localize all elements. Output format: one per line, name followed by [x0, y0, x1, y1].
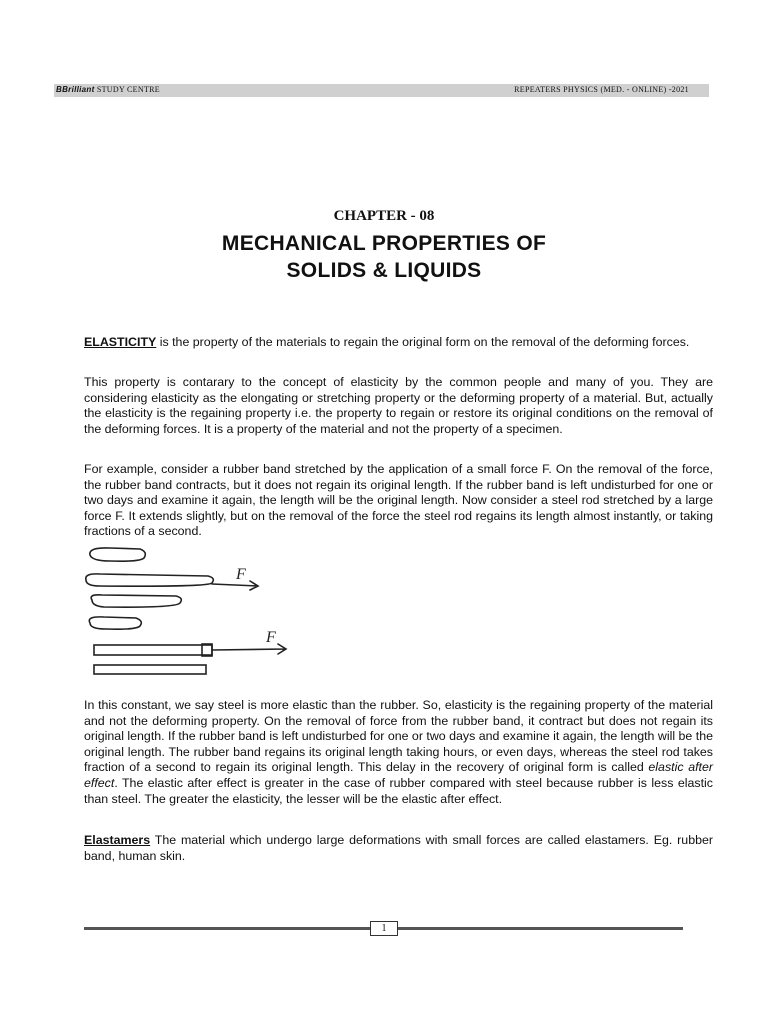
paragraph-example: For example, consider a rubber band stretched by the application of a small force F. On the removal of the force, the rubber band contracts, but it does not regain its original length. If the rubber band is left undisturbed for one or two days and examine it again, the length will be the original length. Now consider a steel rod stretched by a large force F. It extends slightly, but on the removal of the force the steel rod regains its length almost instantly, or taking fractions of a second. [84, 462, 713, 539]
header-bar [54, 84, 709, 97]
page-number: 1 [370, 921, 398, 936]
chapter-title-line-1: MECHANICAL PROPERTIES OF [221, 232, 547, 255]
footer-rule-right [398, 927, 683, 930]
chapter-title [0, 230, 768, 284]
chapter-title-line-2: SOLIDS & LIQUIDS [286, 259, 482, 282]
force-arrow-1 [212, 581, 258, 590]
rubber-band-recovered [89, 617, 141, 629]
centre-name: STUDY CENTRE [96, 85, 160, 94]
paragraph-elastamers [84, 833, 713, 864]
footer-rule-left [84, 927, 370, 930]
course-name: REPEATERS PHYSICS (MED. - ONLINE) -2021 [514, 85, 689, 94]
term-elasticity: ELASTICITY [84, 335, 157, 349]
steel-rod-stretched [94, 645, 212, 655]
paragraph-text: is the property of the materials to regain the original form on the removal of the deforming forces. [156, 335, 690, 349]
force-label-1: F [236, 566, 246, 583]
header-brand-block [56, 85, 160, 94]
paragraph-text-a: In this constant, we say steel is more elastic than the rubber. So, elasticity is the regaining property of the material and not the deforming property. On the removal of force from the rubber band, it contract but does not regain its original length. If the rubber band is left undisturbed for one or two days and examine it again, the length will be the original length. The rubber band regains its original length taking hours, or even days, whereas the steel rod takes fraction of a second to regain its original length. This delay in the recovery of original form is called [84, 698, 713, 775]
rubber-band-relaxed [91, 595, 181, 607]
term-elastic-after-effect: elastic after effect [84, 760, 713, 790]
rubber-band-unstretched [90, 548, 146, 561]
force-label-2: F [266, 629, 276, 646]
paragraph-text-b: . The elastic after effect is greater in the case of rubber compared with steel because rubber is less elastic than steel. The greater the elasticity, the lesser will be the elastic after effect. [84, 775, 713, 806]
term-elastamers: Elastamers [84, 833, 151, 847]
paragraph-concept: This property is contarary to the concept of elasticity by the common people and many of you. They are considering elasticity as the elongating or stretching property or the deforming property of a material. But, actually the elasticity is the regaining property i.e. the property to regain or restore its original conditions on the removal of the deforming forces. It is a property of the material and not the property of a specimen. [84, 375, 713, 436]
brand-name: BBrilliant [56, 85, 95, 94]
steel-rod-relaxed [94, 665, 206, 674]
paragraph-elastic-after-effect [84, 698, 713, 807]
chapter-number: CHAPTER - 08 [333, 208, 435, 224]
rubber-band-steel-rod-figure [80, 543, 295, 683]
paragraph-text: The material which undergo large deformations with small forces are called elastamers. Eg. rubber band, human skin. [84, 833, 713, 863]
rubber-band-stretched [86, 574, 214, 586]
paragraph-elasticity-definition [84, 335, 713, 351]
